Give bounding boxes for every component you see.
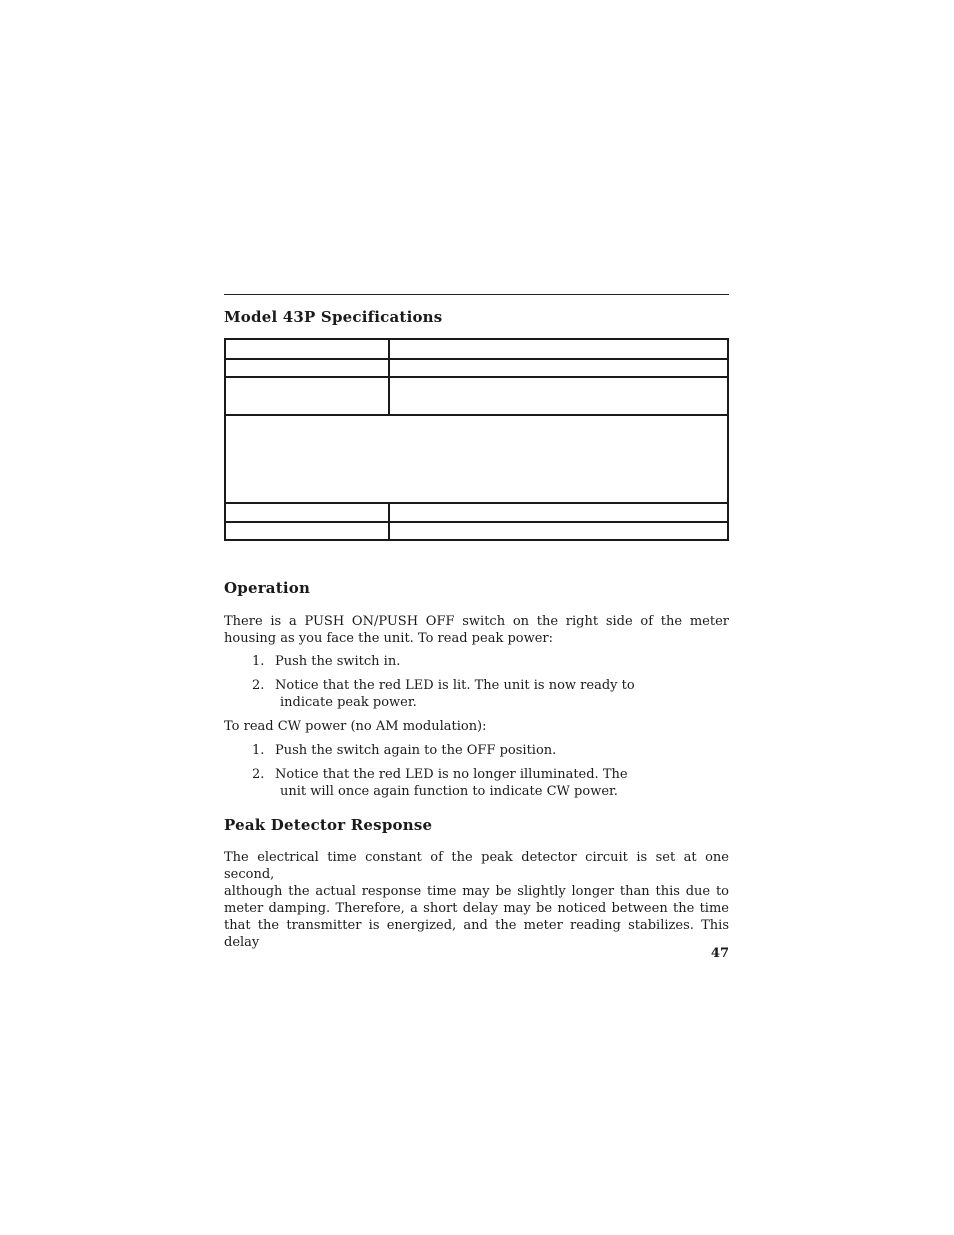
text-line: To read CW power (no AM modulation): [224,719,487,734]
list-text: Push the switch again to the OFF position. [275,743,557,758]
table-row-divider [226,502,727,504]
table-row-divider [226,521,727,523]
list-number: 2. [252,767,265,782]
list-item [252,677,635,711]
list-text: indicate peak power. [280,695,417,710]
table-column-divider [388,502,390,539]
text-line: although the actual response time may be slightly longer than this due to [224,884,729,899]
list-item [252,766,628,800]
list-number: 1. [252,654,265,669]
list-item [252,653,400,670]
table-row-divider [226,358,727,360]
text-line: that the transmitter is energized, and the meter reading stabilizes. This delay [224,918,729,950]
text-line: meter damping. Therefore, a short delay may be noticed between the time [224,901,729,916]
peak-detector-paragraph [224,849,729,951]
peak-detector-heading: Peak Detector Response [224,816,433,834]
cw-intro [224,718,729,735]
page-number: 47 [710,946,729,961]
table-row-divider [226,414,727,416]
operation-heading: Operation [224,579,311,597]
list-text: Push the switch in. [275,654,401,669]
top-rule [224,294,729,295]
spec-table [224,338,729,541]
list-item [252,742,556,759]
text-line: There is a PUSH ON/PUSH OFF switch on the right side of the meter [224,614,729,629]
table-column-divider [388,340,390,416]
list-text: unit will once again function to indicate CW power. [280,784,618,799]
text-line: housing as you face the unit. To read peak power: [224,631,554,646]
list-text: Notice that the red LED is lit. The unit is now ready to [275,678,635,693]
operation-intro [224,613,729,647]
table-row-divider [226,376,727,378]
text-line: The electrical time constant of the peak detector circuit is set at one second, [224,850,729,882]
spec-heading: Model 43P Specifications [224,308,443,326]
list-text: Notice that the red LED is no longer illuminated. The [275,767,628,782]
list-number: 1. [252,743,265,758]
list-number: 2. [252,678,265,693]
